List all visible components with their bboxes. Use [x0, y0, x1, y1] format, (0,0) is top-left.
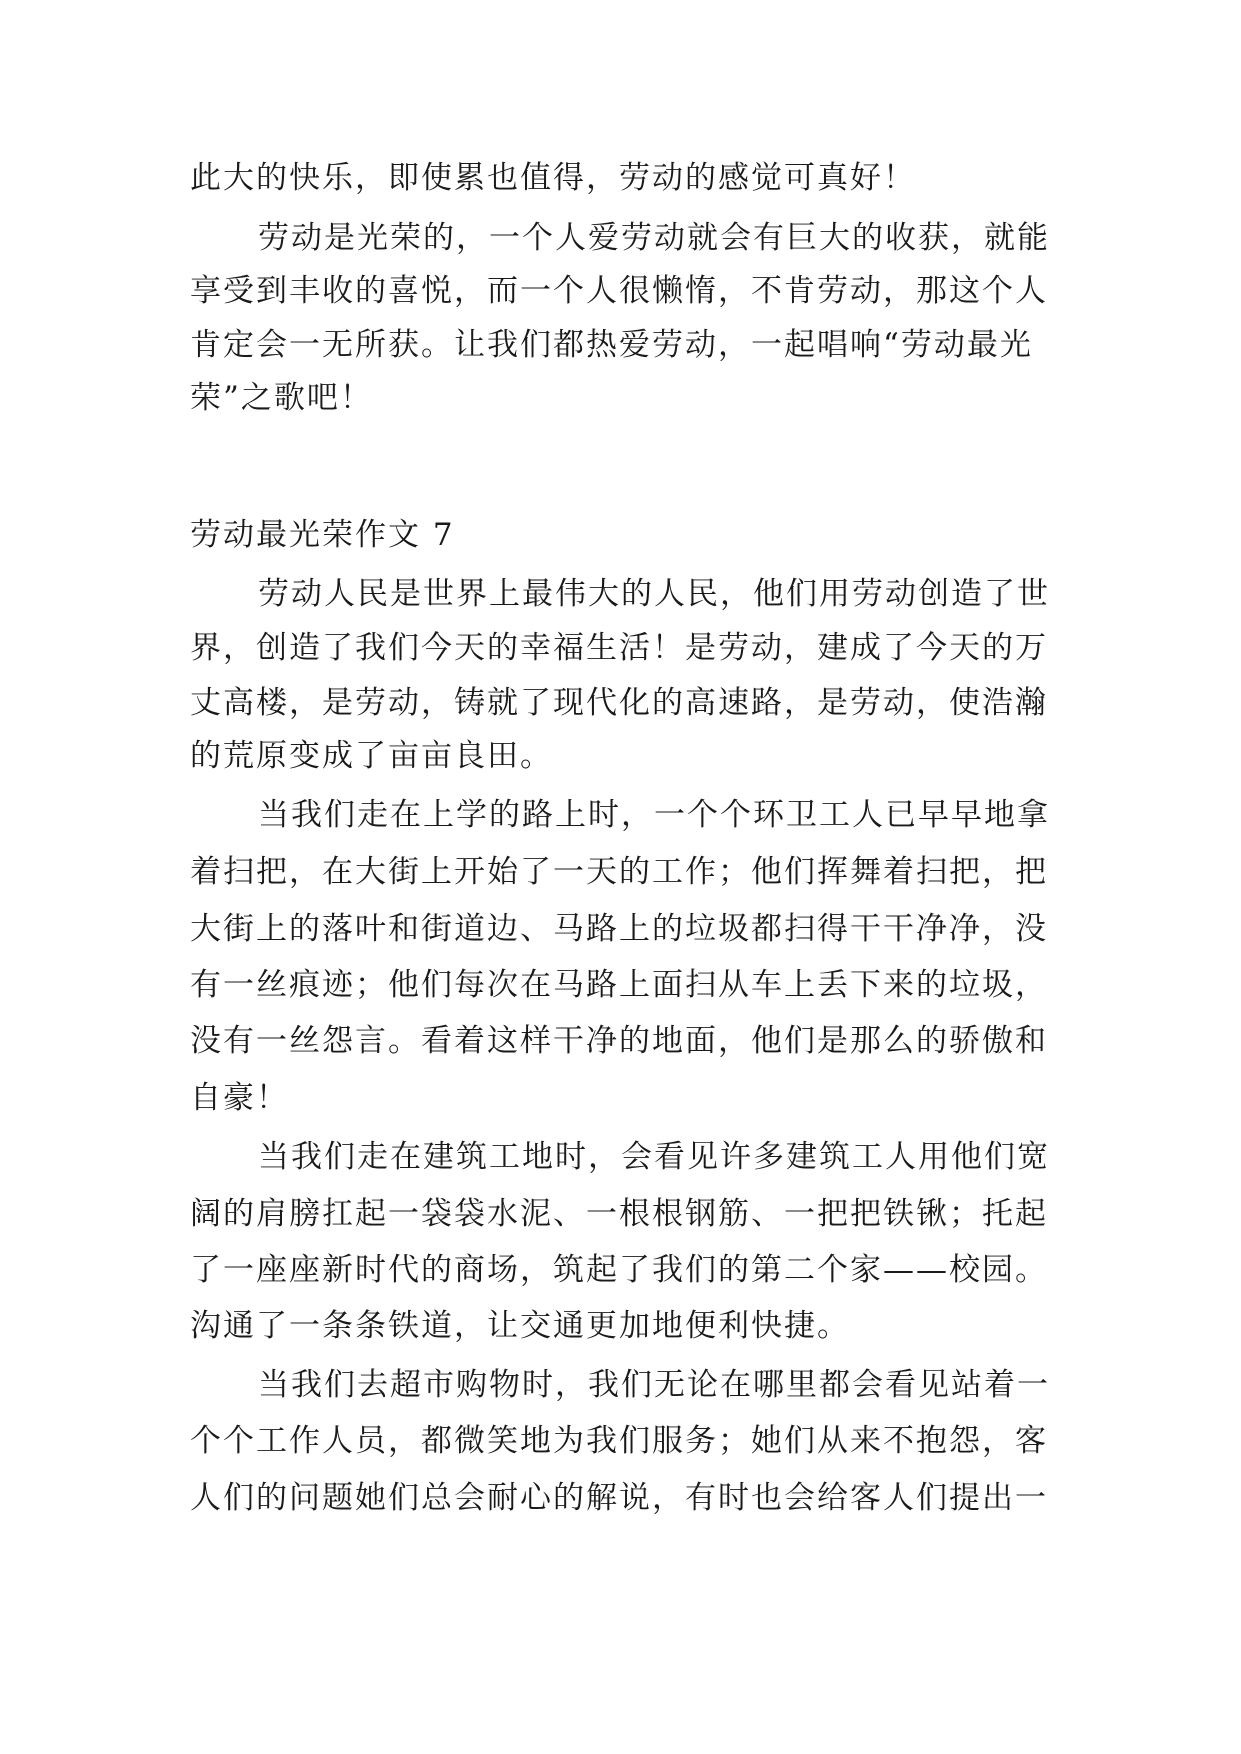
paragraph-first-line: 劳动是光荣的，一个人爱劳动就会有巨大的收获，就能 — [258, 220, 1050, 256]
text-line: 丈高楼，是劳动，铸就了现代化的高速路，是劳动，使浩瀚 — [190, 685, 1048, 721]
text-line: 阔的肩膀扛起一袋袋水泥、一根根钢筋、一把把铁锹；托起 — [190, 1196, 1048, 1232]
text-line: 着扫把，在大街上开始了一天的工作；他们挥舞着扫把，把 — [190, 854, 1048, 890]
text-line: 有一丝痕迹；他们每次在马路上面扫从车上丢下来的垃圾， — [190, 967, 1048, 1003]
section-heading: 劳动最光荣作文 7 — [190, 517, 455, 553]
text-line: 界，创造了我们今天的幸福生活！是劳动，建成了今天的万 — [190, 630, 1048, 666]
text-line: 沟通了一条条铁道，让交通更加地便利快捷。 — [190, 1308, 850, 1344]
text-line: 享受到丰收的喜悦，而一个人很懒惰，不肯劳动，那这个人 — [190, 273, 1048, 309]
paragraph-first-line: 当我们去超市购物时，我们无论在哪里都会看见站着一 — [258, 1367, 1050, 1403]
text-line: 个个工作人员，都微笑地为我们服务；她们从来不抱怨，客 — [190, 1423, 1048, 1459]
text-line: 人们的问题她们总会耐心的解说，有时也会给客人们提出一 — [190, 1480, 1048, 1516]
paragraph-first-line: 当我们走在建筑工地时，会看见许多建筑工人用他们宽 — [258, 1139, 1050, 1175]
text-line: 没有一丝怨言。看着这样干净的地面，他们是那么的骄傲和 — [190, 1023, 1048, 1059]
text-line: 此大的快乐，即使累也值得，劳动的感觉可真好！ — [190, 160, 916, 196]
paragraph-first-line: 当我们走在上学的路上时，一个个环卫工人已早早地拿 — [258, 797, 1050, 833]
text-line: 了一座座新时代的商场，筑起了我们的第二个家——校园。 — [190, 1252, 1048, 1288]
text-line: 大街上的落叶和街道边、马路上的垃圾都扫得干干净净，没 — [190, 911, 1048, 947]
text-line: 自豪！ — [190, 1080, 289, 1116]
paragraph-first-line: 劳动人民是世界上最伟大的人民，他们用劳动创造了世 — [258, 576, 1050, 612]
text-line: 肯定会一无所获。让我们都热爱劳动，一起唱响“劳动最光 — [190, 327, 1033, 363]
text-line: 荣”之歌吧！ — [190, 380, 373, 416]
text-line: 的荒原变成了亩亩良田。 — [190, 738, 553, 774]
